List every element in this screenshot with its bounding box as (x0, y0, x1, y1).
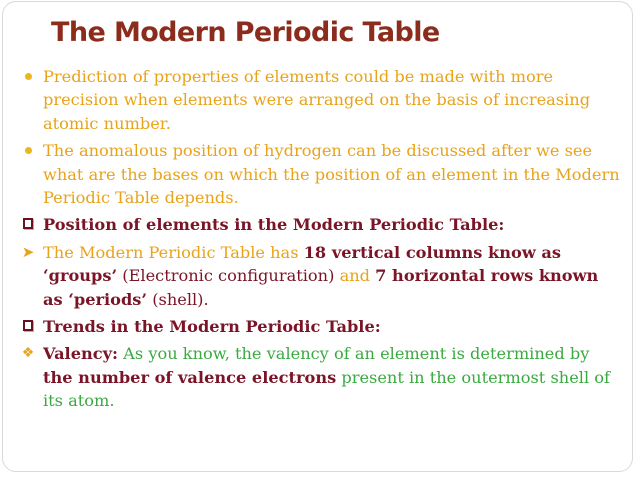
text-run-bold: the number of valence electrons (43, 367, 337, 387)
heading-text: Position of elements in the Modern Periodic Table: (43, 215, 505, 235)
text-run-bold: Valency: (43, 344, 119, 364)
slide-title: The Modern Periodic Table (51, 17, 440, 48)
diamond-cluster-icon: ❖ (21, 345, 35, 362)
slide-frame (2, 1, 633, 472)
text-run-bold: 7 horizontal rows known as ‘periods’ (43, 266, 599, 309)
arrow-triangle-icon: ➤ (21, 242, 35, 261)
position-point (17, 241, 621, 311)
text-run: present in the outermost shell of its atom. (43, 367, 611, 411)
bullet-text: The anomalous position of hydrogen can be discussed after we see what are the bases on which the position of an element in the Modern Periodic Table depends. (43, 141, 620, 208)
text-run: and (339, 266, 376, 286)
text-run: As you know, the valency of an element is determined by (118, 344, 590, 364)
valency-point (17, 342, 621, 412)
text-run: The Modern Periodic Table has (43, 242, 304, 262)
section-heading-position (17, 213, 621, 236)
text-run-bold: 18 vertical columns know as (303, 242, 561, 262)
text-run: (shell). (147, 289, 209, 309)
bullet-dot-icon (17, 65, 39, 88)
text-run-bold: ‘groups’ (43, 266, 118, 286)
bullet-item (17, 139, 621, 209)
bullet-item (17, 65, 621, 135)
heading-text: Trends in the Modern Periodic Table: (43, 317, 381, 337)
slide-content (17, 65, 621, 413)
text-run: (Electronic configuration) (117, 266, 340, 286)
checkbox-square-icon (17, 315, 39, 338)
bullet-dot-icon (17, 139, 39, 162)
bullet-text: Prediction of properties of elements could be made with more precision when elements were arranged on the basis of increasing atomic number. (43, 67, 591, 133)
section-heading-trends (17, 315, 621, 338)
checkbox-square-icon (17, 213, 39, 236)
